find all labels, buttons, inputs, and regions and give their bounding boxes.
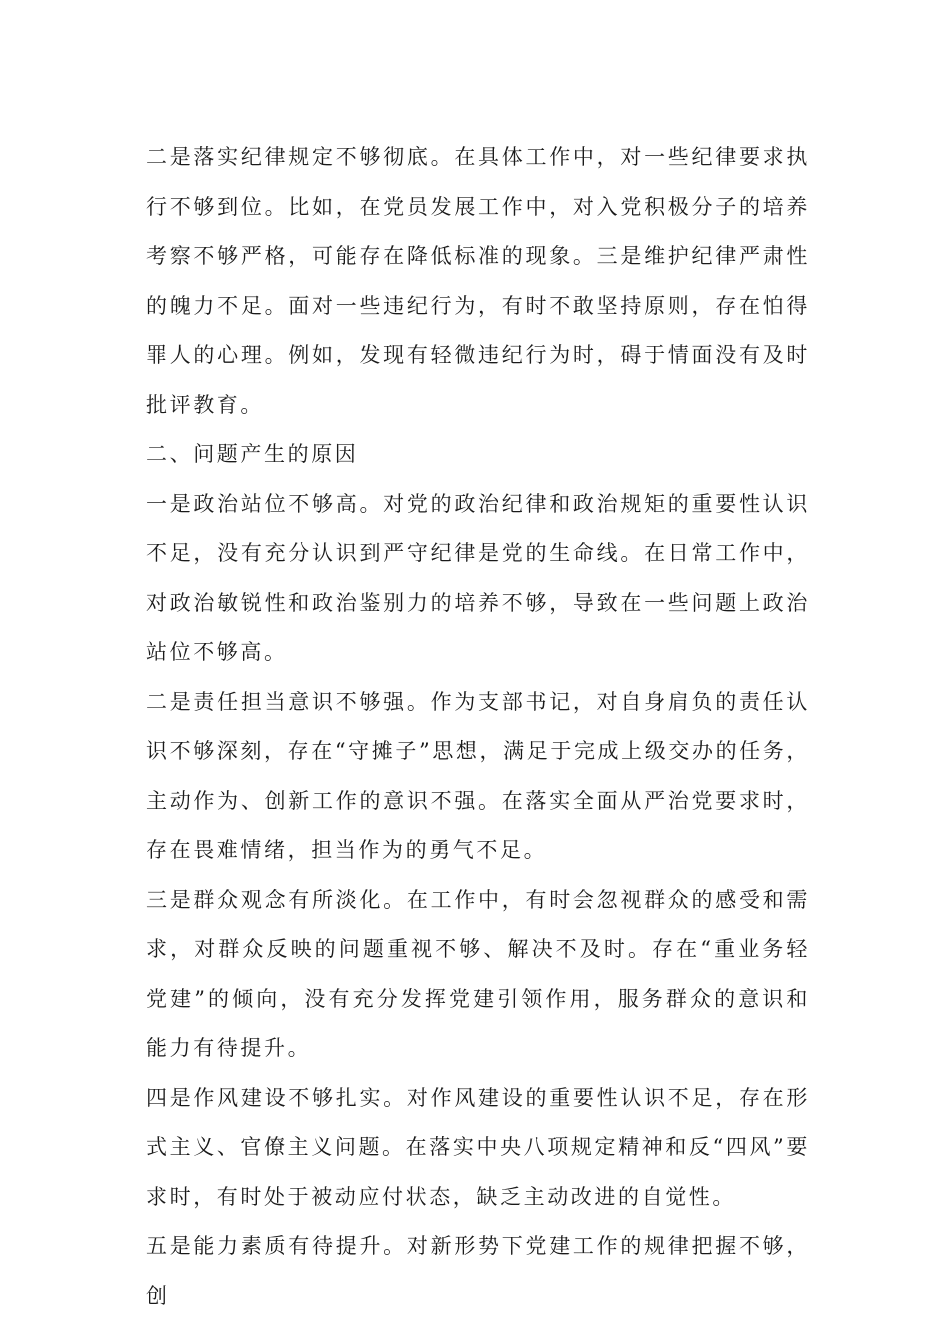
- paragraph-political-stance: 一是政治站位不够高。对党的政治纪律和政治规矩的重要性认识不足，没有充分认识到严守纪律是党的生命线。在日常工作中，对政治敏锐性和政治鉴别力的培养不够，导致在一些问题上政治站位不够高。: [146, 491, 810, 664]
- paragraph-work-style: 四是作风建设不够扎实。对作风建设的重要性认识不足，存在形式主义、官僚主义问题。在落实中央八项规定精神和反“四风”要求时，有时处于被动应付状态，缺乏主动改进的自觉性。: [146, 1085, 810, 1209]
- paragraph-ability: 五是能力素质有待提升。对新形势下党建工作的规律把握不够，创: [146, 1234, 810, 1308]
- paragraph-responsibility: 二是责任担当意识不够强。作为支部书记，对自身肩负的责任认识不够深刻，存在“守摊子”思想，满足于完成上级交办的任务，主动作为、创新工作的意识不强。在落实全面从严治党要求时，存在畏难情绪，担当作为的勇气不足。: [146, 689, 810, 862]
- paragraph-mass-awareness: 三是群众观念有所淡化。在工作中，有时会忽视群众的感受和需求，对群众反映的问题重视不够、解决不及时。存在“重业务轻党建”的倾向，没有充分发挥党建引领作用，服务群众的意识和能力有待提升。: [146, 887, 810, 1060]
- paragraph-discipline-implementation: 二是落实纪律规定不够彻底。在具体工作中，对一些纪律要求执行不够到位。比如，在党员发展工作中，对入党积极分子的培养考察不够严格，可能存在降低标准的现象。三是维护纪律严肃性的魄力不足。面对一些违纪行为，有时不敢坚持原则，存在怕得罪人的心理。例如，发现有轻微违纪行为时，碍于情面没有及时批评教育。: [146, 145, 810, 417]
- section-heading-causes: 二、问题产生的原因: [146, 442, 359, 466]
- document-body: [146, 133, 810, 1321]
